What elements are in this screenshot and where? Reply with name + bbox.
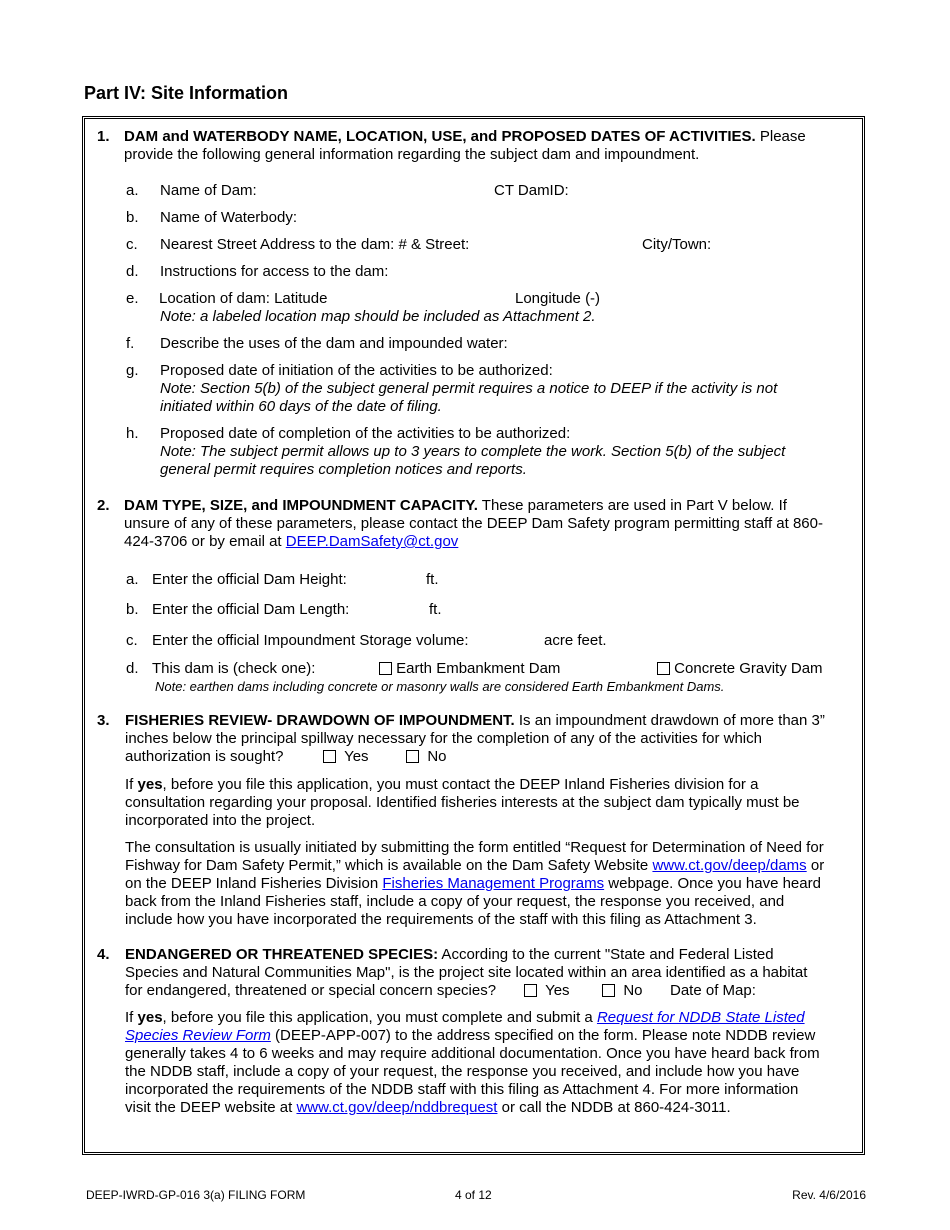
- section-text: authorization is sought?: [125, 748, 284, 765]
- paragraph-text: webpage. Once you have heard: [604, 875, 821, 892]
- item-letter: d.: [126, 660, 139, 677]
- drawdown-no-checkbox[interactable]: [406, 750, 419, 763]
- section-heading-line: [124, 128, 806, 146]
- footer-page-number: 4 of 12: [455, 1188, 492, 1202]
- section-text: provide the following general information regarding the subject dam and impoundment.: [124, 146, 700, 163]
- initiation-note: initiated within 60 days of the date of filing.: [160, 398, 442, 415]
- species-yes-checkbox[interactable]: [524, 984, 537, 997]
- paragraph-text: generally takes 4 to 6 weeks and may require additional documentation. Once you have heard back from: [125, 1045, 820, 1062]
- item-letter: d.: [126, 263, 139, 280]
- concrete-gravity-option[interactable]: [657, 660, 823, 678]
- section-text: According to the current "State and Federal Listed: [438, 946, 774, 963]
- section-text: unsure of any of these parameters, please contact the DEEP Dam Safety program permitting staff at 860-: [124, 515, 823, 532]
- dam-height-label: Enter the official Dam Height:: [152, 571, 347, 588]
- paragraph-line: [125, 1099, 731, 1117]
- drawdown-no-option[interactable]: [406, 748, 447, 766]
- paragraph-text: back from the Inland Fisheries staff, include a copy of your request, the response you received, and: [125, 893, 785, 910]
- dam-name-label: Name of Dam:: [160, 182, 257, 199]
- paragraph-line: [125, 875, 821, 893]
- paragraph-text: If: [125, 776, 138, 793]
- dam-length-unit: ft.: [429, 601, 442, 618]
- section-text: for endangered, threatened or special concern species?: [125, 982, 497, 999]
- checkbox-label: Earth Embankment Dam: [396, 660, 561, 677]
- dam-length-label: Enter the official Dam Length:: [152, 601, 350, 618]
- item-letter: c.: [126, 632, 138, 649]
- dam-safety-website-link[interactable]: www.ct.gov/deep/dams: [652, 857, 807, 874]
- section-number: 2.: [97, 497, 110, 514]
- city-town-label: City/Town:: [642, 236, 712, 253]
- concrete-gravity-checkbox[interactable]: [657, 662, 670, 675]
- latitude-label: Location of dam: Latitude: [159, 290, 328, 307]
- street-address-label: Nearest Street Address to the dam: # & Street:: [160, 236, 470, 253]
- paragraph-text: the NDDB staff, include a copy of your request, the response you received, and include how you have: [125, 1063, 800, 1080]
- paragraph-text: If: [125, 1009, 138, 1026]
- section-heading-line: [124, 497, 787, 515]
- species-yes-option[interactable]: [524, 982, 570, 1000]
- footer-form-id: DEEP-IWRD-GP-016 3(a) FILING FORM: [86, 1188, 306, 1202]
- item-letter: g.: [126, 362, 139, 379]
- ct-damid-label: CT DamID:: [494, 182, 569, 199]
- paragraph-text: or: [806, 857, 825, 874]
- item-letter: f.: [126, 335, 135, 352]
- section-text-line: [124, 533, 458, 551]
- nddb-review-form-link[interactable]: Species Review Form: [125, 1027, 271, 1044]
- location-note: Note: a labeled location map should be included as Attachment 2.: [160, 308, 596, 325]
- section-heading: FISHERIES REVIEW- DRAWDOWN OF IMPOUNDMENT.: [125, 712, 515, 729]
- paragraph-text: incorporated into the project.: [125, 812, 316, 829]
- checkbox-label: Yes: [545, 982, 570, 999]
- paragraph-text: The consultation is usually initiated by submitting the form entitled “Request for Determination of Need for: [125, 839, 824, 856]
- dam-type-label: This dam is (check one):: [152, 660, 316, 677]
- checkbox-label: No: [427, 748, 447, 765]
- paragraph-line: [125, 1009, 805, 1027]
- paragraph-text: incorporated the requirements of the NDDB staff with this filing as Attachment 4. For more information: [125, 1081, 799, 1098]
- earth-embankment-option[interactable]: [379, 660, 560, 678]
- uses-label: Describe the uses of the dam and impounded water:: [160, 335, 508, 352]
- footer-revision: Rev. 4/6/2016: [792, 1188, 866, 1202]
- paragraph-text: consultation regarding your proposal. Identified fisheries interests at the subject dam typically must be: [125, 794, 800, 811]
- initiation-date-label: Proposed date of initiation of the activities to be authorized:: [160, 362, 553, 379]
- item-letter: a.: [126, 182, 139, 199]
- checkbox-label: No: [623, 982, 643, 999]
- paragraph-text: , before you file this application, you must complete and submit a: [162, 1009, 597, 1026]
- completion-note: Note: The subject permit allows up to 3 years to complete the work. Section 5(b) of the subject: [160, 443, 786, 460]
- page-title: Part IV: Site Information: [84, 83, 289, 103]
- item-letter: h.: [126, 425, 139, 442]
- section-number: 3.: [97, 712, 110, 729]
- date-of-map-label: Date of Map:: [670, 982, 756, 999]
- completion-date-label: Proposed date of completion of the activities to be authorized:: [160, 425, 571, 442]
- checkbox-label: Concrete Gravity Dam: [674, 660, 823, 677]
- initiation-note: Note: Section 5(b) of the subject general permit requires a notice to DEEP if the activity is not: [160, 380, 778, 397]
- drawdown-yes-option[interactable]: [323, 748, 369, 766]
- section-heading-line: [125, 946, 774, 964]
- fisheries-programs-link[interactable]: Fisheries Management Programs: [382, 875, 605, 892]
- completion-note: general permit requires completion notices and reports.: [160, 461, 527, 478]
- section-text: Please: [755, 128, 806, 145]
- species-no-checkbox[interactable]: [602, 984, 615, 997]
- paragraph-line: [125, 857, 824, 875]
- longitude-label: Longitude (-): [515, 290, 601, 307]
- section-heading: DAM and WATERBODY NAME, LOCATION, USE, and PROPOSED DATES OF ACTIVITIES.: [124, 128, 756, 145]
- item-letter: a.: [126, 571, 139, 588]
- paragraph-text: or call the NDDB at 860-424-3011.: [497, 1099, 731, 1116]
- checkbox-label: Yes: [344, 748, 369, 765]
- emphasis-yes: yes: [137, 1009, 163, 1026]
- item-letter: b.: [126, 601, 139, 618]
- storage-volume-unit: acre feet.: [544, 632, 607, 649]
- item-letter: b.: [126, 209, 139, 226]
- section-text: 424-3706 or by email at: [124, 533, 286, 550]
- section-number: 1.: [97, 128, 110, 145]
- paragraph-line: [125, 776, 758, 794]
- dam-height-unit: ft.: [426, 571, 439, 588]
- section-text: These parameters are used in Part V below. If: [477, 497, 787, 514]
- nddb-review-form-link[interactable]: Request for NDDB State Listed: [596, 1009, 805, 1026]
- section-text: Is an impoundment drawdown of more than 3”: [514, 712, 825, 729]
- paragraph-text: (DEEP-APP-007) to the address specified on the form. Please note NDDB review: [270, 1027, 816, 1044]
- section-heading-line: [125, 712, 825, 730]
- section-heading: ENDANGERED OR THREATENED SPECIES:: [125, 946, 439, 963]
- section-heading: DAM TYPE, SIZE, and IMPOUNDMENT CAPACITY.: [124, 497, 478, 514]
- section-number: 4.: [97, 946, 110, 963]
- section-text: Species and Natural Communities Map", is the project site located within an area identified as a habitat: [125, 964, 808, 981]
- paragraph-text: visit the DEEP website at: [125, 1099, 297, 1116]
- dam-type-note: Note: earthen dams including concrete or masonry walls are considered Earth Embankment Dams.: [155, 679, 725, 694]
- drawdown-yes-checkbox[interactable]: [323, 750, 336, 763]
- species-no-option[interactable]: [602, 982, 643, 1000]
- waterbody-label: Name of Waterbody:: [160, 209, 297, 226]
- access-instructions-label: Instructions for access to the dam:: [160, 263, 389, 280]
- storage-volume-label: Enter the official Impoundment Storage volume:: [152, 632, 469, 649]
- dam-safety-email-link[interactable]: DEEP.DamSafety@ct.gov: [285, 533, 459, 550]
- emphasis-yes: yes: [137, 776, 163, 793]
- item-letter: c.: [126, 236, 138, 253]
- paragraph-line: [125, 1027, 815, 1045]
- paragraph-text: include how you have incorporated the requirements of the staff with this filing as Attachment 3.: [125, 911, 757, 928]
- section-text: inches below the principal spillway necessary for the completion of any of the activities for which: [125, 730, 762, 747]
- item-letter: e.: [126, 290, 139, 307]
- earth-embankment-checkbox[interactable]: [379, 662, 392, 675]
- paragraph-text: Fishway for Dam Safety Permit,” which is available on the Dam Safety Website: [125, 857, 653, 874]
- nddb-request-link[interactable]: www.ct.gov/deep/nddbrequest: [296, 1099, 498, 1116]
- paragraph-text: , before you file this application, you must contact the DEEP Inland Fisheries division for a: [162, 776, 759, 793]
- paragraph-text: on the DEEP Inland Fisheries Division: [125, 875, 383, 892]
